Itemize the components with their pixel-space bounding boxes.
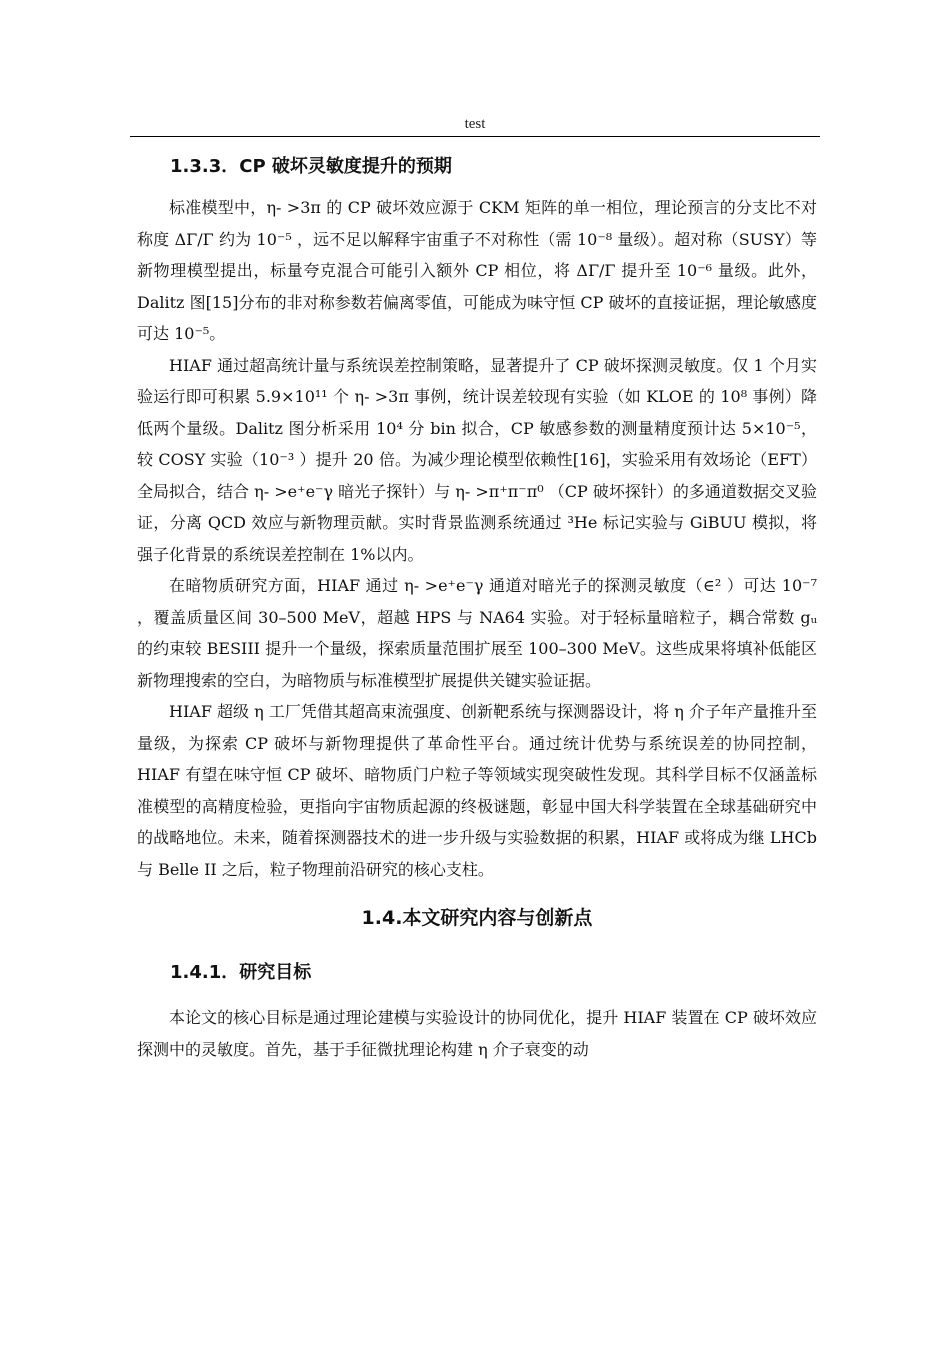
section-heading-1-3-3: 1.3.3．CP 破坏灵敏度提升的预期 xyxy=(170,156,452,177)
paragraph: 标准模型中，η- >3π 的 CP 破坏效应源于 CKM 矩阵的单一相位，理论预言的分支比不对称度 ΔΓ/Γ 约为 10⁻⁵ ，远不足以解释宇宙重子不对称性（需 10⁻⁸ 量级）。超对称（SUSY）等新物理模型提出，标量夸克混合可能引入额外 CP 相位，将 ΔΓ/Γ 提升至 10⁻⁶ 量级。此外，Dalitz 图[15]分布的非对称参数若偏离零值，可能成为味守恒 CP 破坏的直接证据，理论敏感度可达 10⁻⁵。 xyxy=(137,198,817,343)
paragraph: HIAF 通过超高统计量与系统误差控制策略，显著提升了 CP 破坏探测灵敏度。仅 1 个月实验运行即可积累 5.9×10¹¹ 个 η- >3π 事例，统计误差较现有实验（如 KLOE 的 10⁸ 事例）降低两个量级。Dalitz 图分析采用 10⁴ 分 bin 拟合，CP 敏感参数的测量精度预计达 5×10⁻⁵，较 COSY 实验（10⁻³ ）提升 20 倍。为减少理论模型依赖性[16]，实验采用有效场论（EFT）全局拟合，结合 η- >e⁺e⁻γ 暗光子探针）与 η- >π⁺π⁻π⁰ （CP 破坏探针）的多通道数据交叉验证，分离 QCD 效应与新物理贡献。实时背景监测系统通过 ³He 标记实验与 GiBUU 模拟，将强子化背景的系统误差控制在 1%以内。 xyxy=(137,355,817,564)
page-header: test xyxy=(464,116,486,132)
paragraph: 在暗物质研究方面，HIAF 通过 η- >e⁺e⁻γ 通道对暗光子的探测灵敏度（∈² ）可达 10⁻⁷ ，覆盖质量区间 30–500 MeV，超越 HPS 与 NA64 实验。对于轻标量暗粒子，耦合常数 gᵤ 的约束较 BESIII 提升一个量级，探索质量范围扩展至 100–300 MeV。这些成果将填补低能区新物理搜索的空白，为暗物质与标准模型扩展提供关键实验证据。 xyxy=(137,576,817,690)
section-heading-1-4-1: 1.4.1．研究目标 xyxy=(170,962,312,983)
page-content xyxy=(137,150,817,1065)
header-rule xyxy=(130,136,820,137)
paragraph: HIAF 超级 η 工厂凭借其超高束流强度、创新靶系统与探测器设计，将 η 介子年产量推升至量级，为探索 CP 破坏与新物理提供了革命性平台。通过统计优势与系统误差的协同控制，HIAF 有望在味守恒 CP 破坏、暗物质门户粒子等领域实现突破性发现。其科学目标不仅涵盖标准模型的高精度检验，更指向宇宙物质起源的终极谜题，彰显中国大科学装置在全球基础研究中的战略地位。未来，随着探测器技术的进一步升级与实验数据的积累，HIAF 或将成为继 LHCb 与 Belle II 之后，粒子物理前沿研究的核心支柱。 xyxy=(137,702,817,879)
section-heading-1-4: 1.4.本文研究内容与创新点 xyxy=(361,907,593,929)
paragraph: 本论文的核心目标是通过理论建模与实验设计的协同优化，提升 HIAF 装置在 CP 破坏效应探测中的灵敏度。首先，基于手征微扰理论构建 η 介子衰变的动 xyxy=(137,1008,817,1059)
